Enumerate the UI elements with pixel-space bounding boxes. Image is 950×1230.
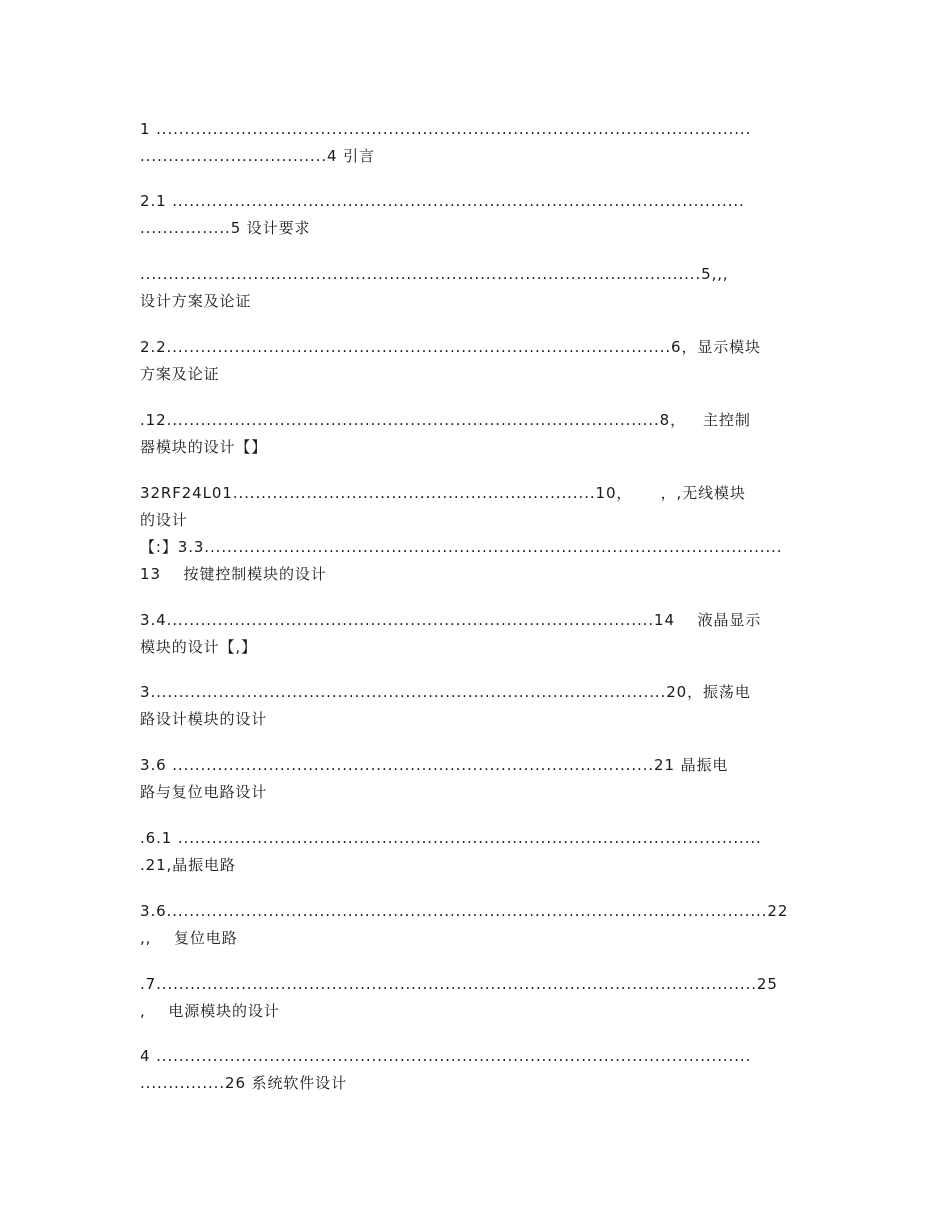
toc-line: .6.1 ....................................................................................................... xyxy=(140,829,762,847)
toc-line: 设计方案及论证 xyxy=(140,292,252,310)
toc-line: 模块的设计【,】 xyxy=(140,638,257,656)
toc-line: ...............26 系统软件设计 xyxy=(140,1074,347,1092)
toc-line: 3.4......................................................................................14 液晶显示 xyxy=(140,611,762,629)
toc-line: ................5 设计要求 xyxy=(140,219,311,237)
toc-line: 2.1 ..................................................................................................... xyxy=(140,192,745,210)
toc-line: .7..........................................................................................................25 xyxy=(140,975,778,993)
toc-line: 3.6 .....................................................................................21 晶振电 xyxy=(140,756,729,774)
toc-line: 器模块的设计【】 xyxy=(140,438,268,456)
toc-line: 3.6..........................................................................................................22 xyxy=(140,902,789,920)
toc-line: 的设计 xyxy=(140,511,188,529)
toc-line: 4 ......................................................................................................... xyxy=(140,1047,752,1065)
toc-line: , 电源模块的设计 xyxy=(140,1002,280,1020)
toc-line: 32RF24L01................................................................10， ，,无线模块 xyxy=(140,484,746,502)
toc-line: 路设计模块的设计 xyxy=(140,710,268,728)
toc-line: 13 按键控制模块的设计 xyxy=(140,565,327,583)
toc-line: 2.2.........................................................................................6，显示模块 xyxy=(140,338,761,356)
toc-line: 【:】3.3...................................................................................................... xyxy=(140,538,783,556)
toc-line: .................................4 引言 xyxy=(140,147,375,165)
toc-line: ...................................................................................................5,,, xyxy=(140,265,729,283)
toc-line: 方案及论证 xyxy=(140,365,220,383)
toc-line: 路与复位电路设计 xyxy=(140,783,268,801)
toc-line: 3...........................................................................................20，振荡电 xyxy=(140,683,751,701)
toc-line: .21,晶振电路 xyxy=(140,856,236,874)
toc-line: 1 ......................................................................................................... xyxy=(140,120,752,138)
toc-line: ,, 复位电路 xyxy=(140,929,238,947)
toc-line: .12.......................................................................................8， 主控制 xyxy=(140,411,751,429)
